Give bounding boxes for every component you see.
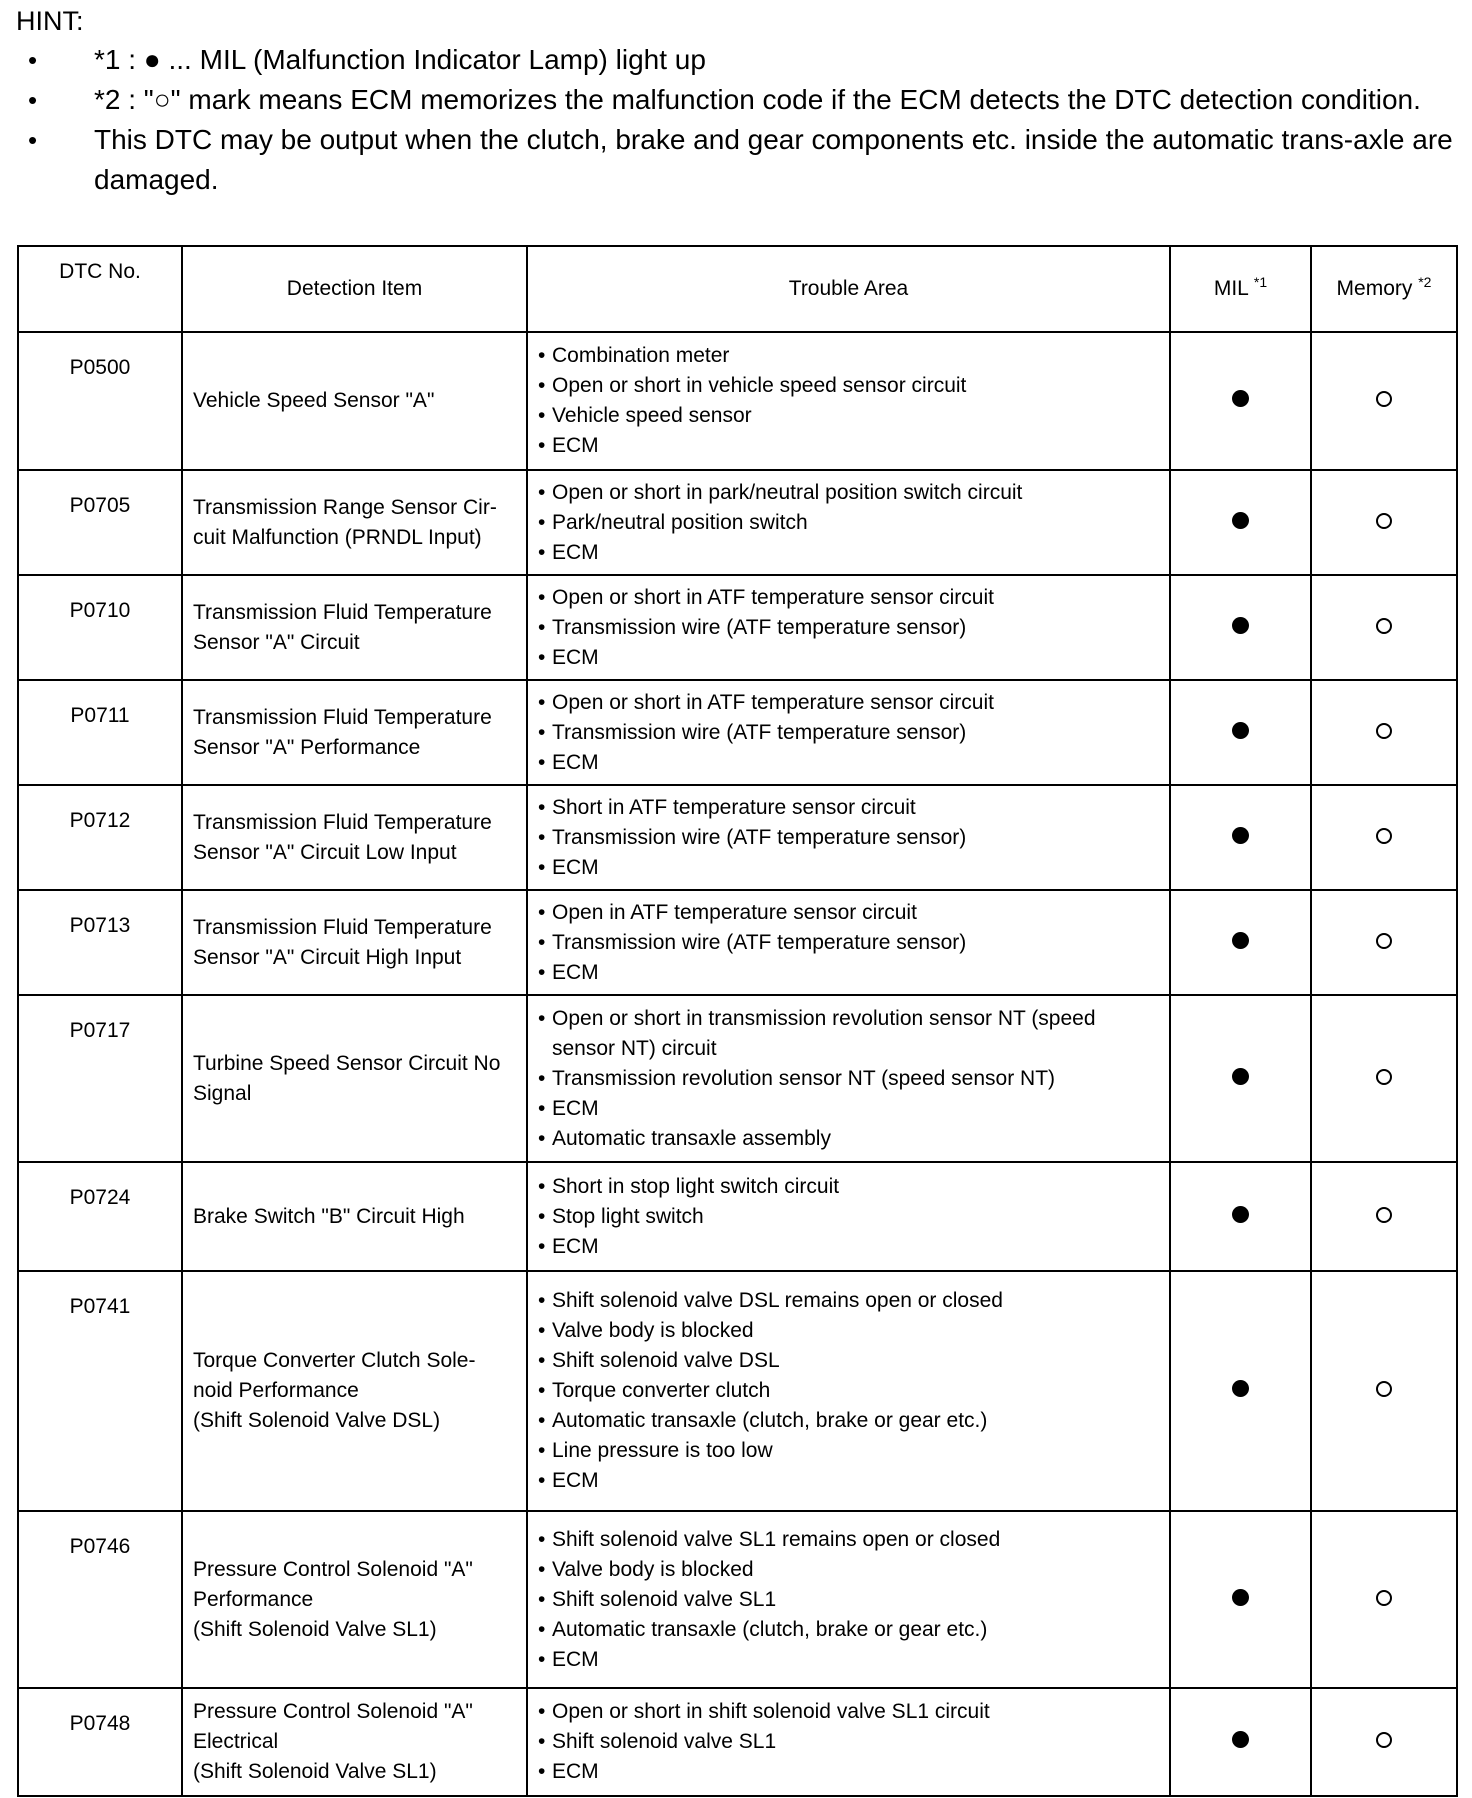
dtc-code: P0712 bbox=[18, 785, 182, 890]
trouble-area-item: • Line pressure is too low bbox=[538, 1436, 1159, 1466]
dtc-code: P0710 bbox=[18, 575, 182, 680]
detection-item bbox=[182, 890, 527, 995]
detection-item bbox=[182, 1511, 527, 1688]
dtc-code: P0724 bbox=[18, 1162, 182, 1271]
trouble-area bbox=[527, 1271, 1170, 1511]
memory-mark-icon bbox=[1376, 618, 1392, 634]
detection-item-line: Signal bbox=[193, 1081, 252, 1105]
trouble-area bbox=[527, 575, 1170, 680]
memory-mark-icon bbox=[1376, 1732, 1392, 1748]
detection-item-line: Brake Switch "B" Circuit High bbox=[193, 1204, 465, 1228]
trouble-area-item: • ECM bbox=[538, 748, 1159, 778]
trouble-area bbox=[527, 1511, 1170, 1688]
memory-cell bbox=[1311, 575, 1457, 680]
detection-item bbox=[182, 470, 527, 575]
header-memory-label: Memory bbox=[1336, 277, 1413, 300]
hint-item bbox=[28, 40, 1460, 80]
detection-item-line: (Shift Solenoid Valve DSL) bbox=[193, 1409, 441, 1432]
trouble-area-item: • Vehicle speed sensor bbox=[538, 401, 1159, 431]
detection-item-line: Transmission Fluid Temperature bbox=[193, 600, 492, 624]
trouble-area-item: • Combination meter bbox=[538, 341, 1159, 371]
trouble-area-item: • Short in ATF temperature sensor circuit bbox=[538, 793, 1159, 823]
dtc-code: P0741 bbox=[18, 1271, 182, 1511]
trouble-area-item: • Valve body is blocked bbox=[538, 1316, 1159, 1346]
header-mil bbox=[1170, 246, 1311, 332]
trouble-area-item: • Automatic transaxle assembly bbox=[538, 1124, 1159, 1154]
detection-item-line: noid Performance bbox=[193, 1379, 359, 1402]
trouble-area bbox=[527, 1688, 1170, 1796]
trouble-area bbox=[527, 1162, 1170, 1271]
trouble-area-item: • Shift solenoid valve SL1 remains open or closed bbox=[538, 1525, 1159, 1555]
trouble-area-item: • Short in stop light switch circuit bbox=[538, 1172, 1159, 1202]
trouble-area-item: • ECM bbox=[538, 1466, 1159, 1496]
table-row bbox=[18, 1688, 1457, 1796]
memory-mark-icon bbox=[1376, 391, 1392, 407]
table-row bbox=[18, 575, 1457, 680]
detection-item-line: Transmission Fluid Temperature bbox=[193, 810, 492, 834]
trouble-area bbox=[527, 890, 1170, 995]
detection-item-line: Torque Converter Clutch Sole- bbox=[193, 1349, 476, 1372]
mil-cell bbox=[1170, 332, 1311, 470]
table-row bbox=[18, 332, 1457, 470]
detection-item bbox=[182, 575, 527, 680]
trouble-area-item: • Transmission wire (ATF temperature sensor) bbox=[538, 613, 1159, 643]
memory-mark-icon bbox=[1376, 1069, 1392, 1085]
detection-item-line: Transmission Fluid Temperature bbox=[193, 915, 492, 939]
memory-cell bbox=[1311, 332, 1457, 470]
trouble-area-item: • ECM bbox=[538, 853, 1159, 883]
mil-light-icon bbox=[1232, 617, 1249, 634]
trouble-area-item: • Open or short in park/neutral position switch circuit bbox=[538, 478, 1159, 508]
trouble-area-item: • Transmission wire (ATF temperature sensor) bbox=[538, 823, 1159, 853]
trouble-area-item: • Shift solenoid valve DSL bbox=[538, 1346, 1159, 1376]
mil-light-icon bbox=[1232, 722, 1249, 739]
dtc-code: P0500 bbox=[18, 332, 182, 470]
header-memory-note: *2 bbox=[1418, 274, 1432, 290]
memory-mark-icon bbox=[1376, 513, 1392, 529]
memory-cell bbox=[1311, 1511, 1457, 1688]
trouble-area-item: • ECM bbox=[538, 431, 1159, 461]
hint-item bbox=[28, 120, 1460, 200]
detection-item-line: Electrical bbox=[193, 1730, 279, 1753]
header-dtc-label: DTC No. bbox=[59, 260, 141, 283]
dtc-code: P0717 bbox=[18, 995, 182, 1162]
trouble-area-item: • ECM bbox=[538, 958, 1159, 988]
table-row bbox=[18, 1162, 1457, 1271]
header-dtc-no bbox=[18, 246, 182, 332]
mil-light-icon bbox=[1232, 512, 1249, 529]
mil-light-icon bbox=[1232, 390, 1249, 407]
hint-title: HINT: bbox=[16, 6, 84, 36]
hint-text: *2 : "○" mark means ECM memorizes the malfunction code if the ECM detects the DTC detection condition. bbox=[94, 84, 1421, 115]
table-header-row bbox=[18, 246, 1457, 332]
hint-item bbox=[28, 80, 1460, 120]
trouble-area bbox=[527, 332, 1170, 470]
memory-cell bbox=[1311, 995, 1457, 1162]
trouble-area-item: • Torque converter clutch bbox=[538, 1376, 1159, 1406]
mil-light-icon bbox=[1232, 1206, 1249, 1223]
bullet-icon: • bbox=[28, 85, 38, 115]
memory-mark-icon bbox=[1376, 1381, 1392, 1397]
trouble-area-item: • ECM bbox=[538, 1094, 1159, 1124]
memory-mark-icon bbox=[1376, 1590, 1392, 1606]
memory-cell bbox=[1311, 1271, 1457, 1511]
trouble-area bbox=[527, 470, 1170, 575]
bullet-icon: • bbox=[28, 45, 38, 75]
detection-item bbox=[182, 785, 527, 890]
mil-light-icon bbox=[1232, 932, 1249, 949]
mil-cell bbox=[1170, 1162, 1311, 1271]
hint-text: *1 : ● ... MIL (Malfunction Indicator Lamp) light up bbox=[94, 44, 706, 75]
mil-cell bbox=[1170, 1688, 1311, 1796]
header-mil-note: *1 bbox=[1253, 274, 1268, 290]
trouble-area-item: • Shift solenoid valve SL1 bbox=[538, 1585, 1159, 1615]
mil-cell bbox=[1170, 785, 1311, 890]
header-trouble-area bbox=[527, 246, 1170, 332]
detection-item-line: Turbine Speed Sensor Circuit No bbox=[193, 1051, 501, 1075]
dtc-code: P0705 bbox=[18, 470, 182, 575]
mil-cell bbox=[1170, 1271, 1311, 1511]
memory-cell bbox=[1311, 785, 1457, 890]
dtc-code: P0746 bbox=[18, 1511, 182, 1688]
detection-item-line: Sensor "A" Circuit bbox=[193, 630, 360, 654]
table-row bbox=[18, 890, 1457, 995]
detection-item bbox=[182, 1162, 527, 1271]
detection-item-line: Sensor "A" Circuit High Input bbox=[193, 945, 462, 969]
table-row bbox=[18, 470, 1457, 575]
mil-cell bbox=[1170, 995, 1311, 1162]
trouble-area-item: • Transmission wire (ATF temperature sensor) bbox=[538, 928, 1159, 958]
trouble-area-item: • Open or short in ATF temperature sensor circuit bbox=[538, 583, 1159, 613]
detection-item bbox=[182, 1688, 527, 1796]
trouble-area-item: • Open or short in shift solenoid valve SL1 circuit bbox=[538, 1697, 1159, 1727]
trouble-area-item: • ECM bbox=[538, 1232, 1159, 1262]
dtc-table-body bbox=[18, 332, 1457, 1796]
memory-cell bbox=[1311, 680, 1457, 785]
trouble-area-item: • Transmission revolution sensor NT (speed sensor NT) bbox=[538, 1064, 1159, 1094]
detection-item bbox=[182, 680, 527, 785]
detection-item bbox=[182, 1271, 527, 1511]
header-item-label: Detection Item bbox=[286, 277, 423, 300]
trouble-area-item: • Open or short in vehicle speed sensor circuit bbox=[538, 371, 1159, 401]
header-mil-label: MIL bbox=[1213, 277, 1249, 300]
detection-item-line: Pressure Control Solenoid "A" bbox=[193, 1557, 473, 1581]
detection-item-line: (Shift Solenoid Valve SL1) bbox=[193, 1760, 437, 1783]
detection-item-line: Sensor "A" Performance bbox=[193, 735, 421, 759]
detection-item bbox=[182, 995, 527, 1162]
hint-list bbox=[28, 40, 1460, 200]
table-row bbox=[18, 1271, 1457, 1511]
header-area-label: Trouble Area bbox=[788, 277, 909, 300]
bullet-icon: • bbox=[28, 125, 38, 155]
detection-item-line: (Shift Solenoid Valve SL1) bbox=[193, 1617, 437, 1641]
trouble-area-item: • Shift solenoid valve DSL remains open or closed bbox=[538, 1286, 1159, 1316]
memory-cell bbox=[1311, 1688, 1457, 1796]
mil-light-icon bbox=[1232, 1731, 1249, 1748]
header-detection-item bbox=[182, 246, 527, 332]
mil-cell bbox=[1170, 1511, 1311, 1688]
mil-cell bbox=[1170, 575, 1311, 680]
dtc-code: P0711 bbox=[18, 680, 182, 785]
detection-item-line: Performance bbox=[193, 1587, 314, 1611]
mil-light-icon bbox=[1232, 1380, 1249, 1397]
trouble-area-item: • ECM bbox=[538, 643, 1159, 673]
detection-item-line: Transmission Range Sensor Cir- bbox=[193, 495, 497, 519]
memory-mark-icon bbox=[1376, 1207, 1392, 1223]
table-row bbox=[18, 995, 1457, 1162]
detection-item-line: Sensor "A" Circuit Low Input bbox=[193, 840, 457, 864]
table-row bbox=[18, 785, 1457, 890]
trouble-area-item: • Automatic transaxle (clutch, brake or gear etc.) bbox=[538, 1406, 1159, 1436]
detection-item-line: Transmission Fluid Temperature bbox=[193, 705, 492, 729]
trouble-area-item: • ECM bbox=[538, 1645, 1159, 1675]
trouble-area-item: • Transmission wire (ATF temperature sensor) bbox=[538, 718, 1159, 748]
detection-item bbox=[182, 332, 527, 470]
trouble-area bbox=[527, 995, 1170, 1162]
memory-mark-icon bbox=[1376, 933, 1392, 949]
trouble-area-item: • Open or short in transmission revolution sensor NT (speed sensor NT) circuit bbox=[538, 1004, 1159, 1064]
trouble-area-item: • Park/neutral position switch bbox=[538, 508, 1159, 538]
mil-light-icon bbox=[1232, 1589, 1249, 1606]
header-memory bbox=[1311, 246, 1457, 332]
trouble-area-item: • Valve body is blocked bbox=[538, 1555, 1159, 1585]
mil-cell bbox=[1170, 890, 1311, 995]
trouble-area-item: • Open in ATF temperature sensor circuit bbox=[538, 898, 1159, 928]
trouble-area bbox=[527, 785, 1170, 890]
trouble-area-item: • Shift solenoid valve SL1 bbox=[538, 1727, 1159, 1757]
detection-item-line: Pressure Control Solenoid "A" bbox=[193, 1700, 473, 1723]
memory-cell bbox=[1311, 470, 1457, 575]
detection-item-line: Vehicle Speed Sensor "A" bbox=[193, 389, 435, 412]
mil-cell bbox=[1170, 680, 1311, 785]
dtc-table bbox=[17, 245, 1458, 1797]
trouble-area-item: • ECM bbox=[538, 1757, 1159, 1787]
hint-text: This DTC may be output when the clutch, brake and gear components etc. inside the automatic trans-axle are damaged. bbox=[94, 124, 1453, 195]
memory-cell bbox=[1311, 1162, 1457, 1271]
trouble-area-item: • Stop light switch bbox=[538, 1202, 1159, 1232]
trouble-area bbox=[527, 680, 1170, 785]
trouble-area-item: • Automatic transaxle (clutch, brake or gear etc.) bbox=[538, 1615, 1159, 1645]
dtc-code: P0713 bbox=[18, 890, 182, 995]
mil-light-icon bbox=[1232, 827, 1249, 844]
detection-item-line: cuit Malfunction (PRNDL Input) bbox=[193, 525, 482, 549]
trouble-area-item: • Open or short in ATF temperature sensor circuit bbox=[538, 688, 1159, 718]
mil-light-icon bbox=[1232, 1068, 1249, 1085]
memory-mark-icon bbox=[1376, 723, 1392, 739]
memory-cell bbox=[1311, 890, 1457, 995]
memory-mark-icon bbox=[1376, 828, 1392, 844]
trouble-area-item: • ECM bbox=[538, 538, 1159, 568]
dtc-code: P0748 bbox=[18, 1688, 182, 1796]
mil-cell bbox=[1170, 470, 1311, 575]
table-row bbox=[18, 680, 1457, 785]
table-row bbox=[18, 1511, 1457, 1688]
